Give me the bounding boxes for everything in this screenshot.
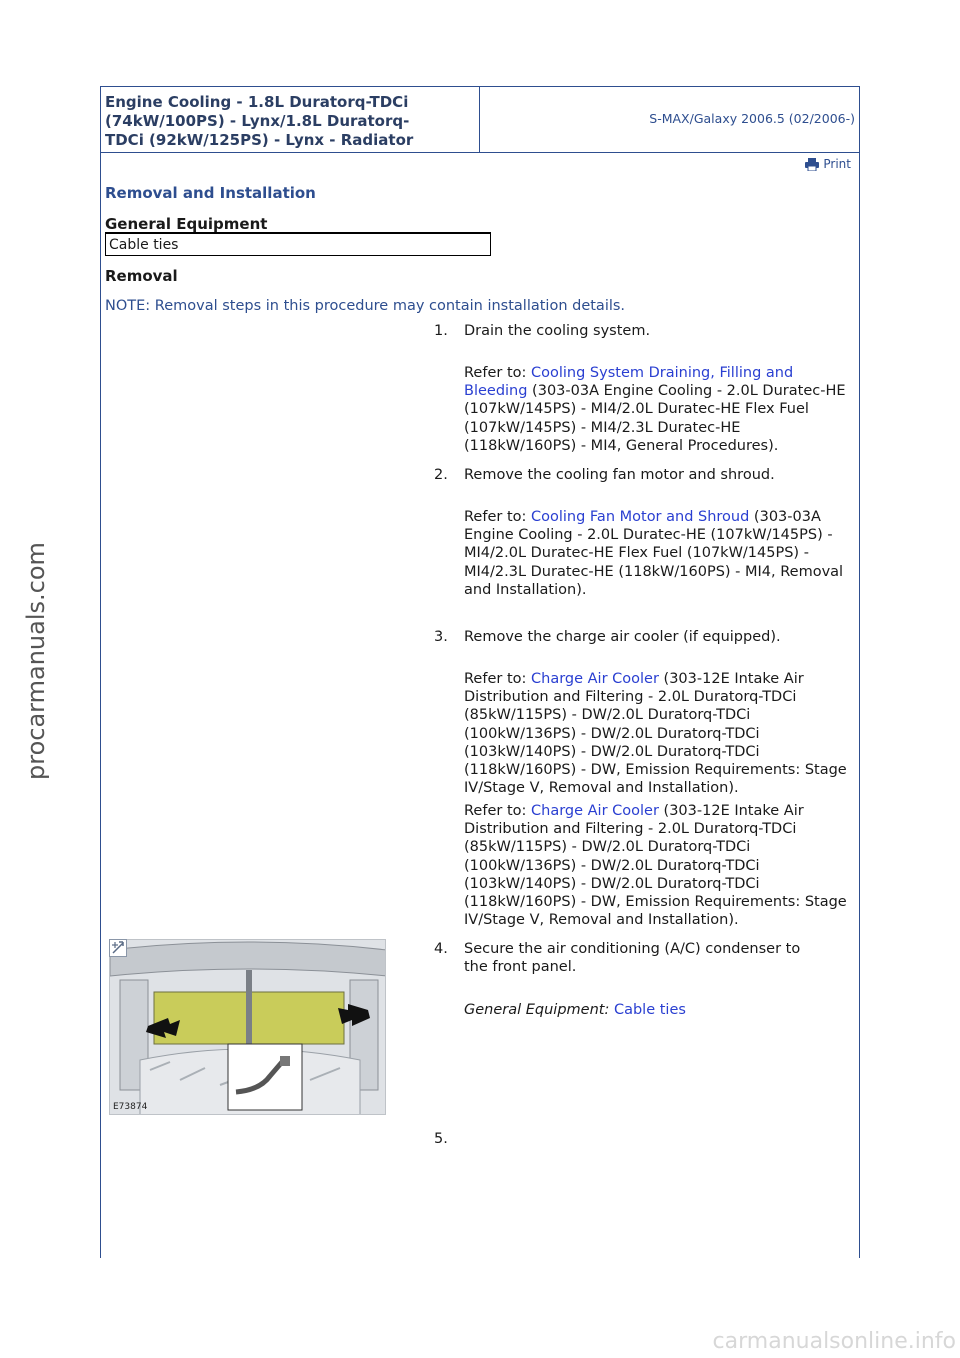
title-line: Engine Cooling - 1.8L Duratorq-TDCi — [105, 93, 409, 111]
step-text-line: Secure the air conditioning (A/C) condenser to — [464, 941, 801, 957]
reference-prefix: Refer to: — [464, 365, 531, 381]
step-illustration[interactable] — [109, 939, 386, 1115]
general-equipment-link[interactable]: Cable ties — [613, 1002, 686, 1018]
title-line: (74kW/100PS) - Lynx/1.8L Duratorq- — [105, 112, 410, 130]
zoom-icon[interactable] — [109, 939, 127, 957]
general-equipment-table — [105, 232, 491, 256]
step-text — [464, 940, 856, 976]
side-watermark: procarmanuals.com — [22, 542, 50, 780]
step-number: 5. — [434, 1131, 448, 1147]
general-equipment-heading: General Equipment — [105, 215, 268, 233]
step-text: Drain the cooling system. — [464, 323, 651, 339]
figure-code: E73874 — [113, 1102, 148, 1112]
step-text-line: the front panel. — [464, 959, 577, 975]
step-number: 1. — [434, 323, 448, 339]
general-equipment-ref — [464, 1001, 856, 1019]
title-line: TDCi (92kW/125PS) - Lynx - Radiator — [105, 131, 414, 149]
reference-suffix: (303-12E Intake Air Distribution and Filtering - 2.0L Duratorq-TDCi (85kW/115PS) - DW/2.0L Duratorq-TDCi (100kW/136PS) - DW/2.0L Duratorq-TDCi (103kW/140PS) - DW/2.0L Duratorq-TDCi (118kW/160PS) - DW, Emission Requirements: Stage IV/Stage V, Removal and Installation). — [464, 671, 847, 797]
reference — [464, 802, 856, 929]
page-frame — [100, 86, 860, 1258]
reference — [464, 364, 856, 455]
reference-prefix: Refer to: — [464, 509, 531, 525]
reference — [464, 508, 856, 599]
document-header — [101, 87, 859, 153]
printer-icon — [805, 158, 819, 171]
reference-suffix: (303-12E Intake Air Distribution and Filtering - 2.0L Duratorq-TDCi (85kW/115PS) - DW/2.0L Duratorq-TDCi (100kW/136PS) - DW/2.0L Duratorq-TDCi (103kW/140PS) - DW/2.0L Duratorq-TDCi (118kW/160PS) - DW, Emission Requirements: Stage IV/Stage V, Removal and Installation). — [464, 803, 847, 929]
note-text: NOTE: Removal steps in this procedure may contain installation details. — [105, 298, 626, 314]
reference-link[interactable]: Cooling Fan Motor and Shroud — [531, 509, 750, 525]
condenser-illustration — [110, 940, 386, 1115]
reference-link[interactable]: Charge Air Cooler — [531, 671, 659, 687]
reference-suffix: (303-03A Engine Cooling - 2.0L Duratec-HE (107kW/145PS) - MI4/2.0L Duratec-HE Flex Fuel (107kW/145PS) - MI4/2.3L Duratec-HE (118kW/160PS) - MI4, Removal and Installation). — [464, 509, 844, 598]
general-equipment-label: General Equipment: — [464, 1002, 614, 1018]
section-title: Removal and Installation — [105, 184, 316, 202]
reference-link[interactable]: Cooling System Draining, Filling and Bleeding — [464, 365, 794, 400]
step-number: 3. — [434, 629, 448, 645]
reference-prefix: Refer to: — [464, 671, 531, 687]
bottom-watermark: carmanualsonline.info — [712, 1329, 956, 1354]
reference-prefix: Refer to: — [464, 803, 531, 819]
reference-link[interactable]: Charge Air Cooler — [531, 803, 659, 819]
step-number: 4. — [434, 941, 448, 957]
step-text: Remove the charge air cooler (if equipped). — [464, 629, 781, 645]
print-label: Print — [823, 157, 851, 171]
vehicle-model: S-MAX/Galaxy 2006.5 (02/2006-) — [649, 111, 855, 126]
reference — [464, 670, 856, 797]
equipment-item: Cable ties — [109, 237, 179, 253]
page-title — [105, 93, 473, 150]
reference-suffix: (303-03A Engine Cooling - 2.0L Duratec-HE (107kW/145PS) - MI4/2.0L Duratec-HE Flex Fuel (107kW/145PS) - MI4/2.3L Duratec-HE (118kW/160PS) - MI4, General Procedures). — [464, 383, 846, 454]
header-divider — [479, 87, 480, 153]
removal-heading: Removal — [105, 267, 178, 285]
step-number: 2. — [434, 467, 448, 483]
print-button[interactable] — [805, 157, 851, 171]
step-text: Remove the cooling fan motor and shroud. — [464, 467, 775, 483]
